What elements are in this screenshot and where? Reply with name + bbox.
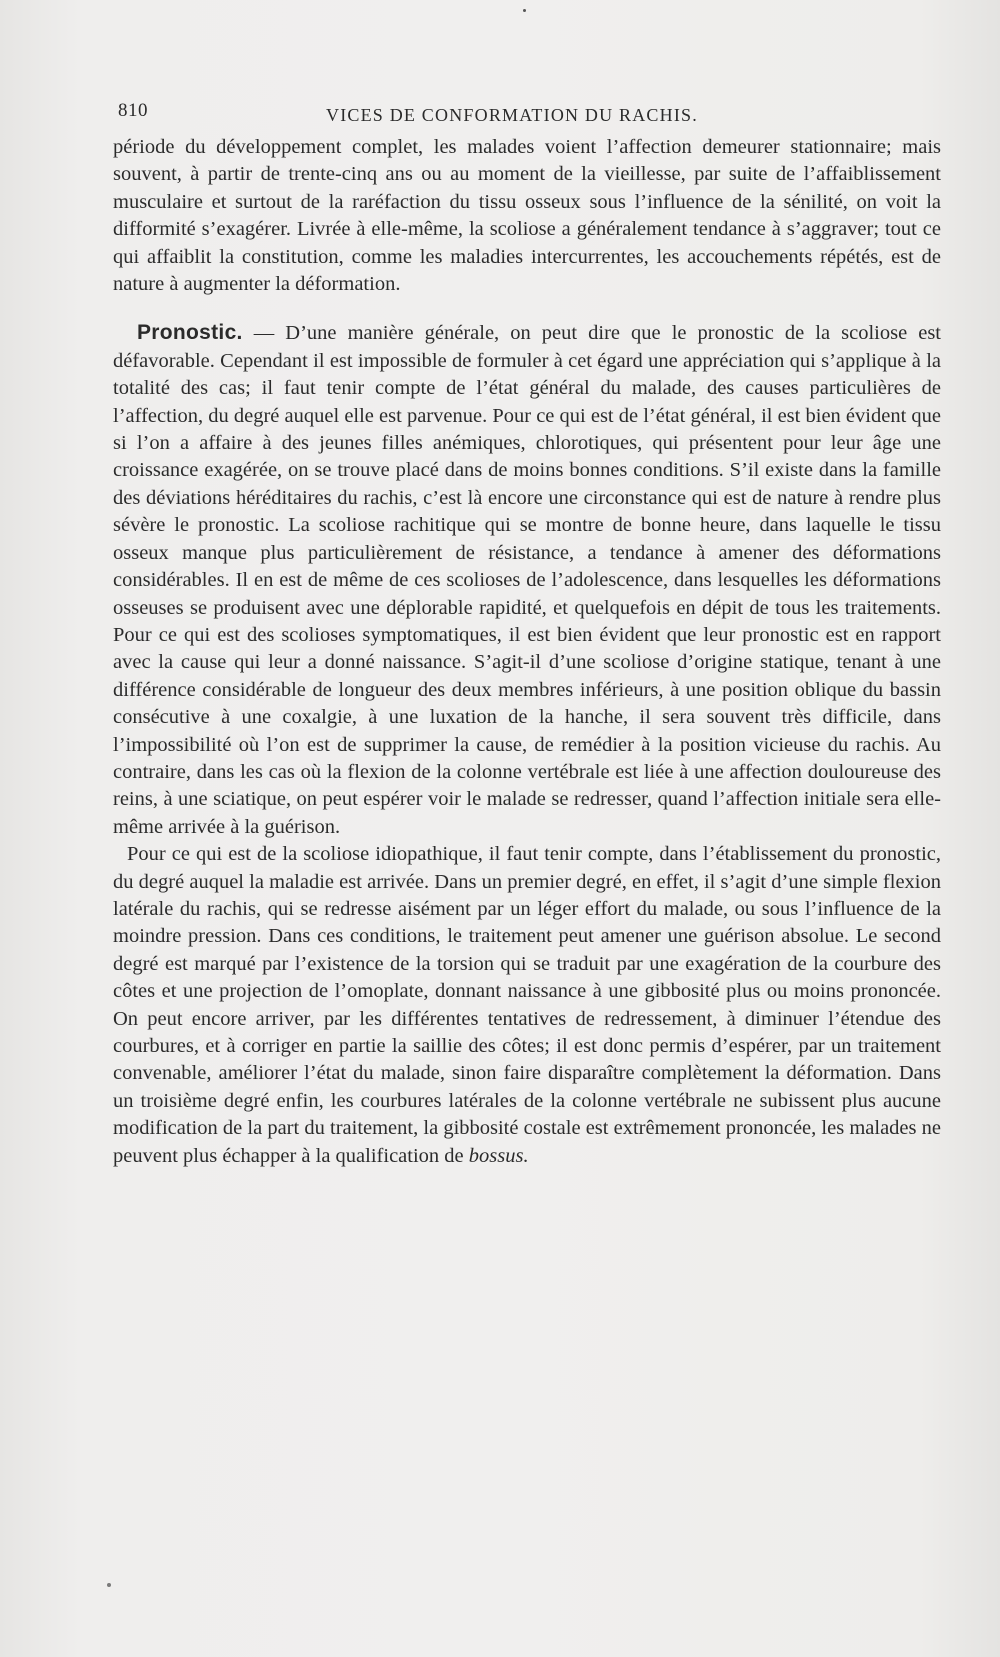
pronostic-paragraph bbox=[113, 319, 941, 841]
italic-term: bossus. bbox=[468, 1144, 529, 1167]
section-heading: Pronostic. bbox=[137, 321, 243, 345]
idiopathic-text: Pour ce qui est de la scoliose idiopathique, il faut tenir compte, dans l’établissement du pronostic, du degré auquel la maladie est arrivée. Dans un premier degré, en effet, il s’agit d’une simple flexion latérale du rachis, qui se redresse aisément par un léger effort du malade, ou sous l’influence de la moindre pression. Dans ces conditions, le traitement peut amener une guérison absolue. Le second degré est marqué par l’existence de la torsion qui se traduit par une exagération de la courbure des côtes et une projection de l’omoplate, donnant naissance à une gibbosité plus ou moins prononcée. On peut encore arriver, par les différentes tentatives de redressement, à diminuer l’étendue des courbures, et à corriger en partie la saillie des côtes; il est donc permis d’espérer, par un traitement convenable, améliorer l’état du malade, sinon faire disparaître complètement la déformation. Dans un troisième degré enfin, les courbures latérales de la colonne vertébrale ne subissent plus aucune modification de la part du traitement, la gibbosité costale est extrêmement prononcée, les malades ne peuvent plus échapper à la qualification de bbox=[113, 843, 941, 1167]
page-number: 810 bbox=[118, 100, 148, 121]
print-speck bbox=[107, 1583, 111, 1587]
running-head: VICES DE CONFORMATION DU RACHIS. bbox=[326, 105, 698, 125]
body-text bbox=[113, 134, 941, 1170]
paragraph-continuation: période du développement complet, les malades voient l’affection demeurer stationnaire; mais souvent, à partir de trente-cinq ans ou au moment de la vieillesse, par suite de l’affaiblissement musculaire et surtout de la raréfaction du tissu osseux sous l’influence de la sénilité, on voit la difformité s’exagérer. Livrée à elle-même, la scoliose a généralement tendance à s’aggraver; tout ce qui affaiblit la constitution, comme les maladies intercurrentes, les accouchements répétés, est de nature à augmenter la déformation. bbox=[113, 136, 941, 296]
idiopathic-paragraph bbox=[113, 841, 941, 1170]
page-header bbox=[118, 100, 938, 130]
pronostic-text: — D’une manière générale, on peut dire que le pronostic de la scoliose est défavorable. Cependant il est impossible de formuler à cet égard une appréciation qui s’applique à la totalité des cas; il faut tenir compte de l’état général du malade, des causes particulières de l’affection, du degré auquel elle est parvenue. Pour ce qui est de l’état général, il est bien évident que si l’on a affaire à des jeunes filles anémiques, chlorotiques, qui présentent pour leur âge une croissance exagérée, on se trouve placé dans de moins bonnes conditions. S’il existe dans la famille des déviations héréditaires du rachis, c’est là encore une circonstance qui est de nature à rendre plus sévère le pronostic. La scoliose rachitique qui se montre de bonne heure, dans laquelle le tissu osseux manque plus particulièrement de résistance, a tendance à amener des déformations considérables. Il en est de même de ces scolioses de l’adolescence, dans lesquelles les déformations osseuses se produisent avec une déplorable rapidité, et quelquefois en dépit de tous les traitements. Pour ce qui est des scolioses symptomatiques, il est bien évident que leur pronostic est en rapport avec la cause qui leur a donné naissance. S’agit-il d’une scoliose d’origine statique, tenant à une différence considérable de longueur des deux membres inférieurs, à une position oblique du bassin consécutive à une coxalgie, à une luxation de la hanche, il sera souvent très difficile, dans l’impossibilité où l’on est de supprimer la cause, de remédier à la position vicieuse du rachis. Au contraire, dans les cas où la flexion de la colonne vertébrale est liée à une affection douloureuse des reins, à une sciatique, on peut espérer voir le malade se redresser, quand l’affection initiale sera elle-même arrivée à la guérison. bbox=[113, 322, 941, 838]
print-speck bbox=[523, 9, 526, 12]
